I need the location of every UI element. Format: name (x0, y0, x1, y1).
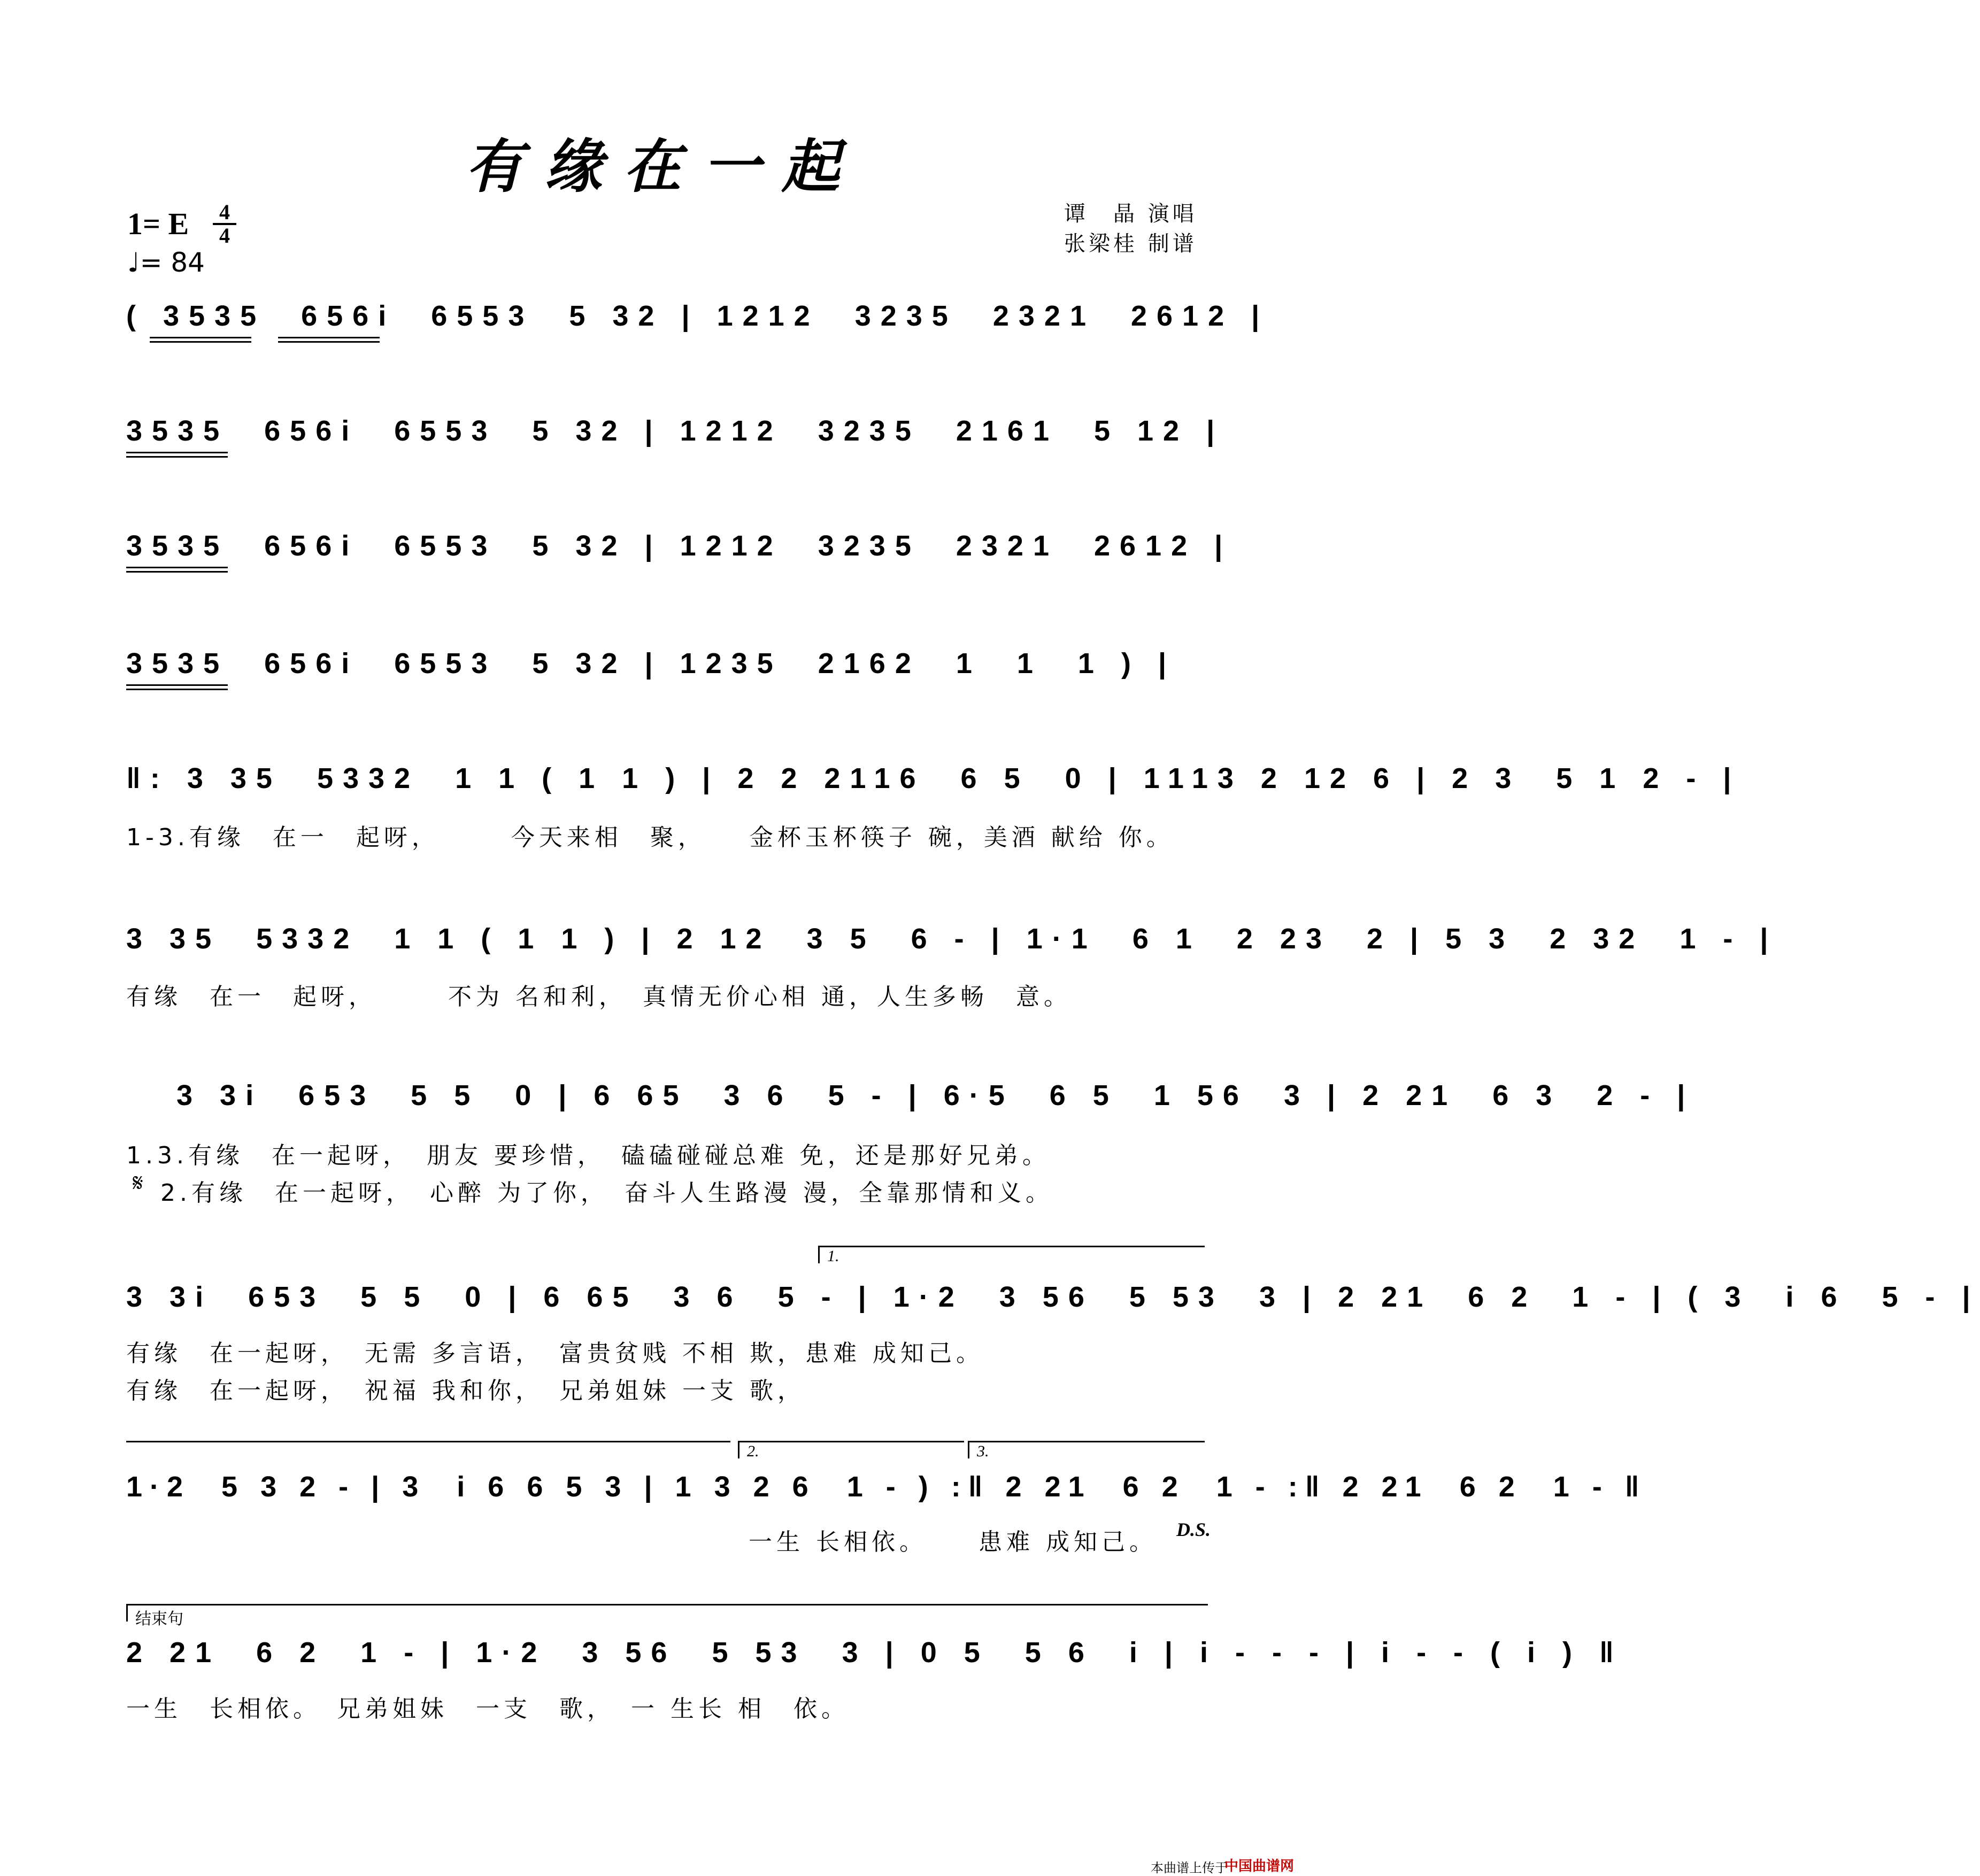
notes: 3 3i 653 5 5 0 | 6 65 3 6 5 - | 6·5 6 5 1 56 3 | 2 21 6 3 2 - | (176, 1079, 1695, 1111)
verse-row-3 (176, 1079, 1695, 1122)
notes: ( 3535 656i 6553 5 32 | 1212 3235 2321 2612 | (126, 300, 1269, 332)
notes: ‖: 3 35 5332 1 1 ( 1 1 ) | 2 2 2116 6 5 0 | 1113 2 12 6 | 2 3 5 1 2 - | (126, 762, 1741, 794)
footer-text: 本曲谱上传于 (1151, 1860, 1228, 1875)
lyrics-row-1: 1-3.有缘 在一 起呀， 今天来相 聚， 金杯玉杯筷子 碗，美酒 献给 你。 (126, 824, 1174, 851)
lyrics-row-3b: 2.有缘 在一起呀， 心醉 为了你， 奋斗人生路漫 漫，全靠那情和义。 (160, 1179, 1053, 1207)
key-signature: 1= E (127, 206, 189, 241)
lyrics-row-5b: 患难 成知己。 (979, 1528, 1157, 1556)
intro-row-1 (126, 299, 1269, 342)
notes: 1·2 5 3 2 - | 3 i 6 6 5 3 | 1 3 2 6 1 - ) :‖ 2 21 6 2 1 - :‖ 2 21 6 2 1 - ‖ (126, 1471, 1647, 1503)
notes: 3 35 5332 1 1 ( 1 1 ) | 2 12 3 5 6 - | 1·1 6 1 2 23 2 | 5 3 2 32 1 - | (126, 923, 1778, 955)
lyrics-row-4a: 有缘 在一起呀， 无需 多言语， 富贵贫贱 不相 欺，患难 成知己。 (126, 1340, 984, 1367)
time-signature-bottom: 4 (219, 223, 230, 248)
dal-segno-mark: D.S. (1176, 1519, 1211, 1540)
coda-row (126, 1636, 1623, 1679)
segno-sign: 𝄋 (133, 1168, 143, 1197)
volta-3 (968, 1441, 1205, 1458)
page-title: 有缘在一起 (465, 133, 861, 200)
intro-row-2 (126, 414, 1224, 457)
tempo-marking: ♩= 84 (127, 247, 205, 278)
coda-label: 结束句 (135, 1610, 183, 1628)
verse-row-5 (126, 1470, 1647, 1513)
intro-row-4 (126, 647, 1206, 690)
lyrics-row-4b: 有缘 在一起呀， 祝福 我和你， 兄弟姐妹 一支 歌， (126, 1377, 805, 1404)
arranger-credit: 张梁桂 制谱 (1064, 231, 1197, 256)
time-signature (213, 202, 236, 246)
volta-1-label: 1. (827, 1247, 839, 1265)
coda-lyrics: 一生 长相依。 兄弟姐妹 一支 歌， 一 生长 相 依。 (126, 1695, 849, 1723)
lyrics-row-3a: 1.3.有缘 在一起呀， 朋友 要珍惜， 磕磕碰碰总难 免，还是那好兄弟。 (126, 1142, 1050, 1169)
volta-2-label: 2. (747, 1442, 759, 1460)
time-signature-top: 4 (219, 200, 230, 224)
intro-row-3 (126, 529, 1232, 572)
verse-row-1 (126, 762, 1741, 805)
singer-credit: 谭 晶 演唱 (1064, 202, 1197, 226)
volta-3-label: 3. (977, 1442, 989, 1460)
lyrics-row-2: 有缘 在一 起呀， 不为 名和利， 真情无价心相 通，人生多畅 意。 (126, 983, 1072, 1010)
notes: 3535 656i 6553 5 32 | 1212 3235 2161 5 12 | (126, 415, 1224, 447)
coda-bracket (126, 1604, 1208, 1628)
notes: 3 3i 653 5 5 0 | 6 65 3 6 5 - | 1·2 3 56 5 53 3 | 2 21 6 2 1 - | ( 3 i 6 5 - | (126, 1281, 1980, 1313)
notes: 3535 656i 6553 5 32 | 1235 2162 1 1 1 ) | (126, 647, 1176, 680)
lyrics-row-5a: 一生 长相依。 (749, 1528, 927, 1556)
notes: 3535 656i 6553 5 32 | 1212 3235 2321 2612 | (126, 530, 1232, 562)
verse-row-4 (126, 1280, 1980, 1323)
volta-1 (818, 1246, 1205, 1263)
notes: 2 21 6 2 1 - | 1·2 3 56 5 53 3 | 0 5 5 6 i | i - - - | i - - ( i ) ‖ (126, 1636, 1623, 1669)
volta-2 (738, 1441, 964, 1458)
verse-row-2 (126, 922, 1778, 965)
site-logo: 中国曲谱网 (1224, 1858, 1295, 1874)
